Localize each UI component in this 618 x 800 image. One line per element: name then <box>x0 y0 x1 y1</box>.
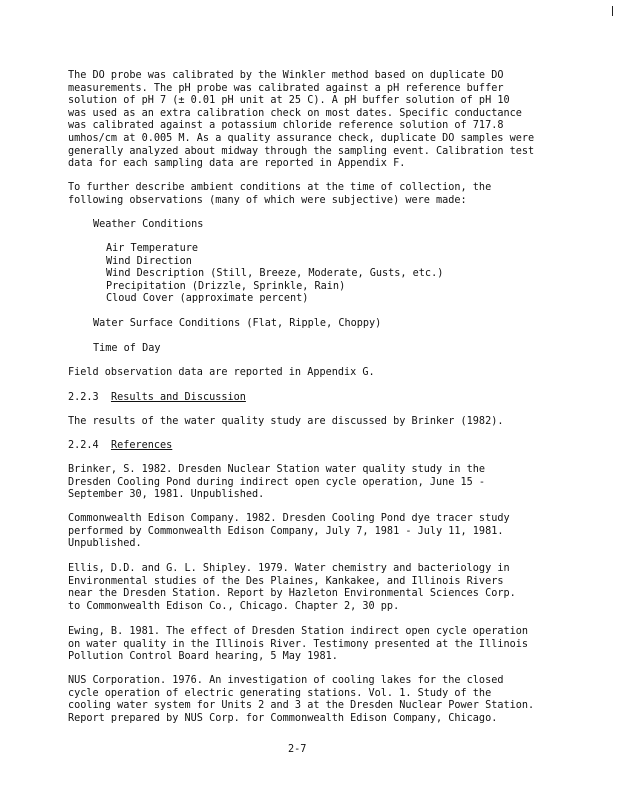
list-item: Cloud Cover (approximate percent) <box>106 293 309 305</box>
reference-line: performed by Commonwealth Edison Company, July 7, 1981 - July 11, 1981. <box>68 525 504 537</box>
reference-line: Ellis, D.D. and G. L. Shipley. 1979. Water chemistry and bacteriology in <box>68 563 510 574</box>
reference-line: NUS Corporation. 1976. An investigation of cooling lakes for the closed <box>68 675 504 686</box>
reference-line: on water quality in the Illinois River. Testimony presented at the Illinois <box>68 638 529 650</box>
reference-line: near the Dresden Station. Report by Hazleton Environmental Sciences Corp. <box>68 588 516 600</box>
reference-line: to Commonwealth Edison Co., Chicago. Chapter 2, 30 pp. <box>68 600 400 612</box>
list-item: Wind Direction <box>106 255 192 267</box>
reference-line: Pollution Control Board hearing, 5 May 1981. <box>68 651 338 663</box>
calibration-line: umhos/cm at 0.005 M. As a quality assurance check, duplicate DO samples were <box>68 132 535 144</box>
reference-line: Commonwealth Edison Company. 1982. Dresden Cooling Pond dye tracer study <box>68 513 510 524</box>
ambient-paragraph <box>68 182 568 207</box>
section-number: 2.2.3 <box>68 392 99 403</box>
section-number: 2.2.4 <box>68 440 99 451</box>
reference-line: cooling water system for Units 2 and 3 at the Dresden Nuclear Power Station. <box>68 700 535 712</box>
calibration-line: was calibrated against a potassium chloride reference solution of 717.8 <box>68 120 504 132</box>
reference-line: Environmental studies of the Des Plaines, Kankakee, and Illinois Rivers <box>68 575 504 587</box>
reference-entry <box>68 675 568 725</box>
reference-line: Unpublished. <box>68 538 142 550</box>
field-observation-text: Field observation data are reported in Appendix G. <box>68 367 375 378</box>
list-item: Air Temperature <box>106 243 199 254</box>
reference-line: Dresden Cooling Pond during indirect open cycle operation, June 15 - <box>68 476 486 488</box>
weather-heading: Weather Conditions <box>93 219 204 230</box>
scan-mark <box>612 6 613 16</box>
ambient-line: following observations (many of which were subjective) were made: <box>68 194 467 206</box>
reference-entry <box>68 464 568 502</box>
calibration-line: solution of pH 7 (± 0.01 pH unit at 25 C). A pH buffer solution of pH 10 <box>68 95 510 107</box>
ambient-line: To further describe ambient conditions at the time of collection, the <box>68 182 492 193</box>
reference-line: September 30, 1981. Unpublished. <box>68 489 265 501</box>
results-text: The results of the water quality study are discussed by Brinker (1982). <box>68 416 504 427</box>
list-item: Precipitation (Drizzle, Sprinkle, Rain) <box>106 280 346 292</box>
calibration-line: The DO probe was calibrated by the Winkler method based on duplicate DO <box>68 70 504 81</box>
reference-line: Ewing, B. 1981. The effect of Dresden Station indirect open cycle operation <box>68 626 529 637</box>
calibration-line: data for each sampling data are reported in Appendix F. <box>68 158 406 170</box>
calibration-line: was used as an extra calibration check on most dates. Specific conductance <box>68 107 522 119</box>
calibration-line: generally analyzed about midway through the sampling event. Calibration test <box>68 145 535 157</box>
reference-line: cycle operation of electric generating stations. Vol. 1. Study of the <box>68 687 492 699</box>
section-heading-2-2-3 <box>68 392 568 405</box>
section-heading-2-2-4 <box>68 440 568 453</box>
list-item: Wind Description (Still, Breeze, Moderate, Gusts, etc.) <box>106 268 444 280</box>
time-of-day: Time of Day <box>93 343 161 354</box>
reference-entry <box>68 563 568 613</box>
calibration-line: measurements. The pH probe was calibrated against a pH reference buffer <box>68 82 504 94</box>
reference-line: Report prepared by NUS Corp. for Commonwealth Edison Company, Chicago. <box>68 712 498 724</box>
page-number: 2-7 <box>288 744 307 755</box>
reference-line: Brinker, S. 1982. Dresden Nuclear Station water quality study in the <box>68 464 486 475</box>
water-surface-conditions: Water Surface Conditions (Flat, Ripple, Choppy) <box>93 318 382 329</box>
weather-list <box>106 243 606 306</box>
reference-entry <box>68 513 568 551</box>
section-title: References <box>110 440 173 451</box>
section-title: Results and Discussion <box>110 392 246 403</box>
calibration-paragraph <box>68 70 568 171</box>
reference-entry <box>68 626 568 664</box>
